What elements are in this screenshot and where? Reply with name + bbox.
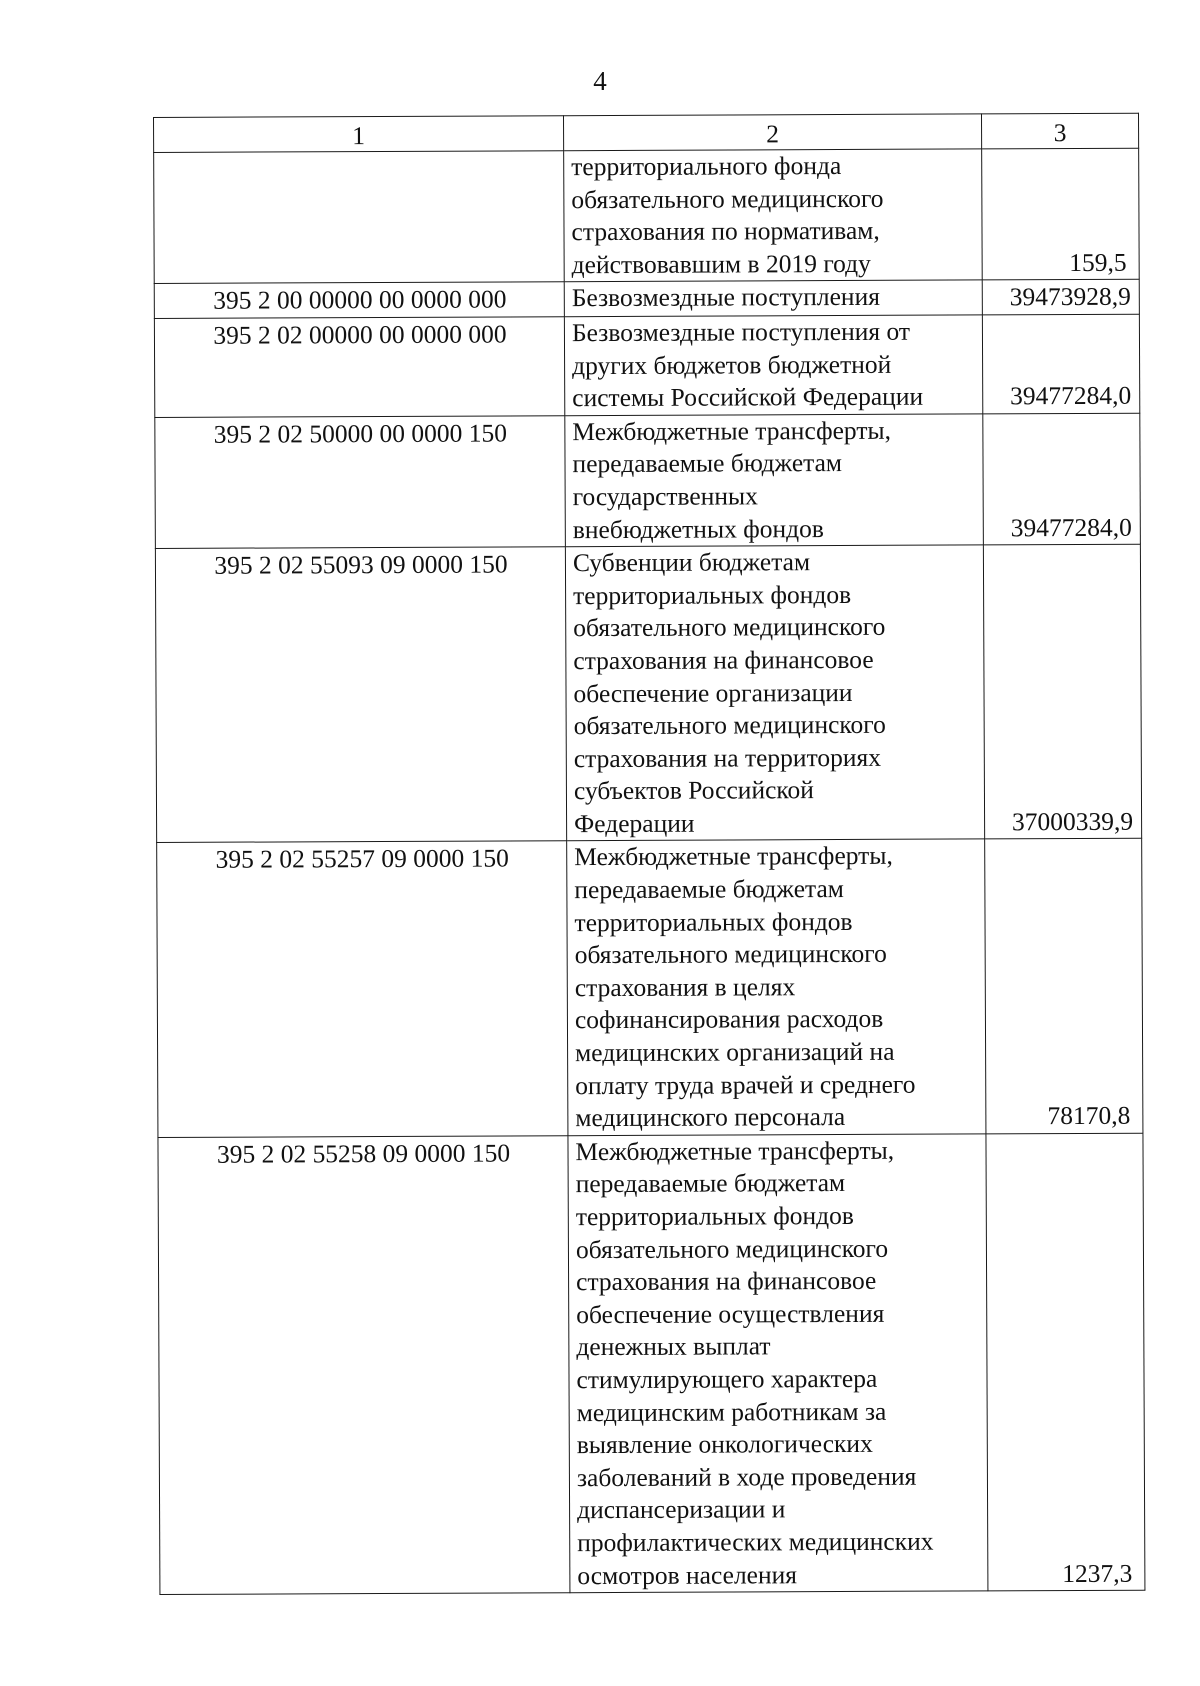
description-line: внебюджетных фондов — [572, 513, 824, 544]
description-line: обязательного медицинского — [571, 183, 884, 214]
description-line: территориальных фондов — [575, 1200, 854, 1232]
revenue-description — [568, 1134, 988, 1593]
amount-value: 39477284,0 — [982, 314, 1139, 413]
description-line: денежных выплат — [576, 1331, 771, 1362]
description-line: страхования по нормативам, — [571, 216, 880, 247]
page-number: 4 — [593, 66, 607, 96]
revenue-description — [567, 839, 986, 1135]
budget-classification-code: 395 2 02 50000 00 0000 150 — [155, 415, 566, 548]
amount-value: 39477284,0 — [983, 413, 1141, 545]
description-line: обязательного медицинского — [575, 1233, 889, 1264]
description-line: обязательного медицинского — [573, 612, 886, 643]
table-row — [157, 839, 1143, 1138]
revenue-description — [565, 414, 984, 547]
revenue-description — [565, 545, 984, 841]
revenue-description — [564, 149, 983, 282]
description-line: других бюджетов бюджетной — [572, 349, 892, 380]
table-row — [155, 413, 1141, 549]
description-line: передаваемые бюджетам — [572, 448, 843, 479]
description-line: медицинских организаций на — [575, 1036, 895, 1068]
description-line: Межбюджетные трансферты, — [572, 415, 892, 446]
budget-classification-code: 395 2 00 00000 00 0000 000 — [154, 282, 564, 318]
budget-classification-code: 395 2 02 55257 09 0000 150 — [157, 841, 568, 1137]
description-line: осмотров населения — [577, 1559, 798, 1590]
table-row — [154, 148, 1140, 284]
description-line: государственных — [572, 481, 758, 512]
table-body — [154, 113, 1145, 1594]
column-header-2: 2 — [563, 114, 981, 151]
budget-classification-code: 395 2 02 55093 09 0000 150 — [155, 547, 566, 843]
revenue-description — [564, 280, 982, 316]
description-line: Федерации — [574, 808, 695, 839]
description-line: Безвозмездные поступления от — [571, 316, 911, 348]
description-line: Межбюджетные трансферты, — [574, 841, 893, 872]
description-line: обеспечение организации — [573, 677, 853, 708]
budget-classification-code: 395 2 02 00000 00 0000 000 — [154, 317, 564, 418]
description-line: территориальных фондов — [573, 579, 852, 610]
table-row — [158, 1133, 1145, 1595]
description-line: системы Российской Федерации — [572, 381, 924, 413]
description-line: оплату труда врачей и среднего — [575, 1069, 916, 1100]
budget-revenue-table — [153, 113, 1145, 1595]
table-row — [155, 544, 1141, 843]
description-line: территориальных фондов — [574, 906, 853, 937]
table-row — [154, 314, 1139, 417]
description-line: передаваемые бюджетам — [574, 874, 844, 905]
description-line: медицинским работникам за — [576, 1396, 887, 1427]
description-line: обязательного медицинского — [574, 939, 887, 970]
description-line: действовавшим в 2019 году — [571, 248, 871, 279]
amount-value: 78170,8 — [985, 839, 1143, 1134]
description-line: стимулирующего характера — [576, 1363, 878, 1395]
column-header-3: 3 — [981, 113, 1138, 149]
description-line: страхования на финансовое — [576, 1266, 877, 1297]
amount-value: 37000339,9 — [983, 544, 1141, 839]
description-line: медицинского персонала — [575, 1102, 846, 1133]
description-line: страхования в целях — [574, 972, 796, 1003]
revenue-description — [564, 315, 982, 416]
description-line: Субвенции бюджетам — [572, 547, 811, 578]
budget-classification-code — [154, 151, 565, 284]
amount-value: 39473928,9 — [982, 280, 1139, 315]
description-line: обеспечение осуществления — [576, 1298, 885, 1329]
amount-value: 159,5 — [982, 148, 1140, 280]
description-line: передаваемые бюджетам — [575, 1168, 846, 1199]
description-line: Безвозмездные поступления — [571, 282, 880, 313]
description-line: территориального фонда — [571, 150, 842, 182]
description-line: заболеваний в ходе проведения — [576, 1461, 917, 1492]
table-row — [154, 280, 1139, 319]
description-line: страхования на финансовое — [573, 644, 874, 676]
description-line: софинансирования расходов — [574, 1004, 884, 1035]
description-line: диспансеризации и — [577, 1494, 786, 1525]
description-line: выявление онкологических — [576, 1429, 873, 1460]
amount-value: 1237,3 — [986, 1133, 1145, 1591]
description-line: обязательного медицинского — [573, 709, 886, 741]
description-line: Межбюджетные трансферты, — [575, 1135, 895, 1166]
budget-classification-code: 395 2 02 55258 09 0000 150 — [158, 1136, 570, 1595]
description-line: страхования на территориях — [573, 742, 882, 773]
column-header-1: 1 — [154, 116, 564, 153]
description-line: профилактических медицинских — [577, 1526, 934, 1558]
description-line: субъектов Российской — [573, 775, 814, 806]
column-number-header-row — [154, 113, 1139, 152]
